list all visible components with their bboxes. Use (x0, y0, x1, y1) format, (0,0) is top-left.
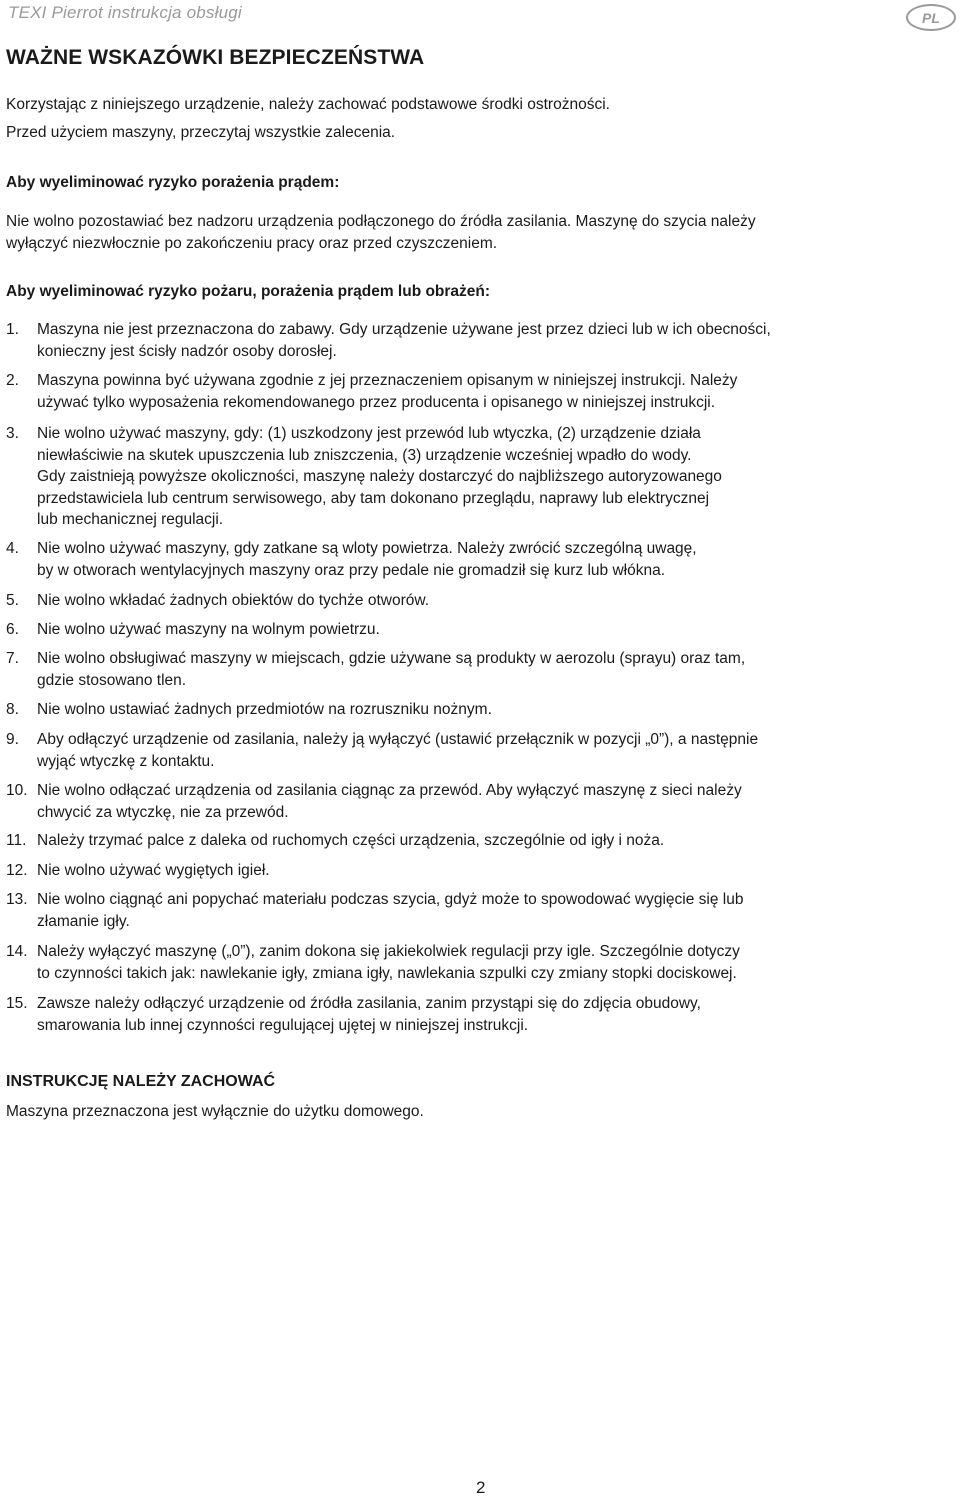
list-item-number: 2. (6, 372, 19, 389)
list-item-number: 15. (6, 995, 28, 1012)
list-item-number: 10. (6, 782, 28, 799)
list-item-line: złamanie igły. (37, 912, 130, 930)
page-title: WAŻNE WSKAZÓWKI BEZPIECZEŃSTWA (6, 46, 425, 69)
list-item-line: Maszyna nie jest przeznaczona do zabawy. Gdy urządzenie używane jest przez dzieci lub w ich obecności, (37, 321, 771, 338)
list-item-line: Nie wolno ciągnąć ani popychać materiału podczas szycia, gdyż może to spowodować wygięcie się lub (37, 891, 744, 908)
list-item-number: 4. (6, 540, 19, 557)
list-item (6, 699, 956, 721)
list-item-number: 14. (6, 943, 28, 960)
list-item-number: 9. (6, 731, 19, 748)
intro-line: Korzystając z niniejszego urządzenie, należy zachować podstawowe środki ostrożności. (6, 96, 610, 113)
list-item (6, 941, 956, 984)
keep-text: Maszyna przeznaczona jest wyłącznie do użytku domowego. (6, 1103, 424, 1120)
fire-heading: Aby wyeliminować ryzyko pożaru, porażenia prądem lub obrażeń: (6, 283, 491, 300)
electric-heading: Aby wyeliminować ryzyko porażenia prądem: (6, 174, 340, 191)
list-item-text (37, 648, 956, 691)
list-item (6, 619, 956, 641)
list-item-number: 7. (6, 650, 19, 667)
list-item (6, 423, 956, 531)
list-item (6, 860, 956, 882)
list-item-text (37, 860, 956, 882)
list-item-text (37, 889, 956, 932)
list-item-line: konieczny jest ścisły nadzór osoby dorosłej. (37, 342, 337, 360)
list-item-text (37, 780, 956, 823)
list-item-line: chwycić za wtyczkę, nie za przewód. (37, 803, 289, 821)
list-item-line: gdzie stosowano tlen. (37, 671, 187, 689)
list-item-line: Nie wolno wkładać żadnych obiektów do tychże otworów. (37, 592, 430, 609)
electric-text-line: wyłączyć niezwłocznie po zakończeniu pracy oraz przed czyszczeniem. (6, 235, 498, 252)
list-item-line: to czynności takich jak: nawlekanie igły, zmiana igły, nawlekania szpulki czy zmiany stopki dociskowej. (37, 964, 737, 982)
list-item-line: by w otworach wentylacyjnych maszyny oraz przy pedale nie gromadził się kurz lub włókna. (37, 561, 666, 579)
list-item-text (37, 423, 956, 531)
list-item-line: wyjąć wtyczkę z kontaktu. (37, 752, 215, 770)
list-item-line: Maszyna powinna być używana zgodnie z jej przeznaczeniem opisanym w niniejszej instrukcji. Należy (37, 372, 738, 389)
list-item-line: używać tylko wyposażenia rekomendowanego przez producenta i opisanego w niniejszej instrukcji. (37, 393, 716, 411)
list-item-text (37, 319, 956, 362)
list-item (6, 538, 956, 581)
list-item-line: Nie wolno ustawiać żadnych przedmiotów na rozruszniku nożnym. (37, 701, 492, 718)
list-item-line: niewłaściwie na skutek upuszczenia lub zniszczenia, (3) urządzenie wcześniej wpadło do wody. (37, 446, 692, 464)
list-item-text (37, 729, 956, 772)
list-item-number: 6. (6, 621, 19, 638)
list-item-number: 11. (6, 832, 27, 849)
list-item-number: 1. (6, 321, 19, 338)
document-header-title: TEXI Pierrot instrukcja obsługi (8, 3, 242, 22)
list-item-number: 8. (6, 701, 19, 718)
list-item-text (37, 619, 956, 641)
list-item-number: 12. (6, 862, 28, 879)
list-item-line: Należy trzymać palce z daleka od ruchomych części urządzenia, szczególnie od igły i noża. (37, 832, 665, 849)
list-item-line: Nie wolno używać wygiętych igieł. (37, 862, 270, 879)
list-item-number: 13. (6, 891, 28, 908)
language-badge: PL (906, 4, 956, 31)
list-item-line: Nie wolno obsługiwać maszyny w miejscach, gdzie używane są produkty w aerozolu (sprayu) oraz tam, (37, 650, 746, 667)
list-item (6, 729, 956, 772)
list-item-line: przedstawiciela lub centrum serwisowego, aby tam dokonano przeglądu, naprawy lub elektrycznej (37, 489, 710, 507)
list-item (6, 993, 956, 1036)
list-item-text (37, 538, 956, 581)
list-item (6, 590, 956, 612)
page-number: 2 (476, 1478, 486, 1497)
electric-text-line: Nie wolno pozostawiać bez nadzoru urządzenia podłączonego do źródła zasilania. Maszynę do szycia należy (6, 213, 756, 230)
list-item-line: Należy wyłączyć maszynę („0”), zanim dokona się jakiekolwiek regulacji przy igle. Szczególnie dotyczy (37, 943, 740, 960)
list-item (6, 889, 956, 932)
list-item-text (37, 370, 956, 413)
list-item-line: Aby odłączyć urządzenie od zasilania, należy ją wyłączyć (ustawić przełącznik w pozycji „0”), a następnie (37, 731, 759, 748)
list-item (6, 648, 956, 691)
intro-line: Przed użyciem maszyny, przeczytaj wszystkie zalecenia. (6, 124, 396, 141)
list-item-text (37, 590, 956, 612)
list-item-text (37, 993, 956, 1036)
list-item-text (37, 830, 956, 852)
list-item-line: lub mechanicznej regulacji. (37, 511, 224, 528)
list-item (6, 370, 956, 413)
list-item-line: Nie wolno używać maszyny, gdy: (1) uszkodzony jest przewód lub wtyczka, (2) urządzenie działa (37, 425, 701, 442)
list-item-line: Nie wolno odłączać urządzenia od zasilania ciągnąc za przewód. Aby wyłączyć maszynę z sieci należy (37, 782, 742, 799)
list-item-line: Nie wolno używać maszyny, gdy zatkane są wloty powietrza. Należy zwrócić szczególną uwagę, (37, 540, 697, 557)
list-item-line: smarowania lub innej czynności regulującej ujętej w niniejszej instrukcji. (37, 1016, 529, 1034)
list-item-text (37, 941, 956, 984)
list-item-number: 5. (6, 592, 19, 609)
keep-heading: INSTRUKCJĘ NALEŻY ZACHOWAĆ (6, 1073, 276, 1090)
list-item-line: Nie wolno używać maszyny na wolnym powietrzu. (37, 621, 380, 638)
list-item-line: Gdy zaistnieją powyższe okoliczności, maszynę należy dostarczyć do najbliższego autoryzowanego (37, 468, 722, 485)
list-item (6, 780, 956, 823)
list-item (6, 830, 956, 852)
list-item (6, 319, 956, 362)
list-item-line: Zawsze należy odłączyć urządzenie od źródła zasilania, zanim przystąpi się do zdjęcia obudowy, (37, 995, 701, 1012)
list-item-number: 3. (6, 425, 19, 442)
list-item-text (37, 699, 956, 721)
